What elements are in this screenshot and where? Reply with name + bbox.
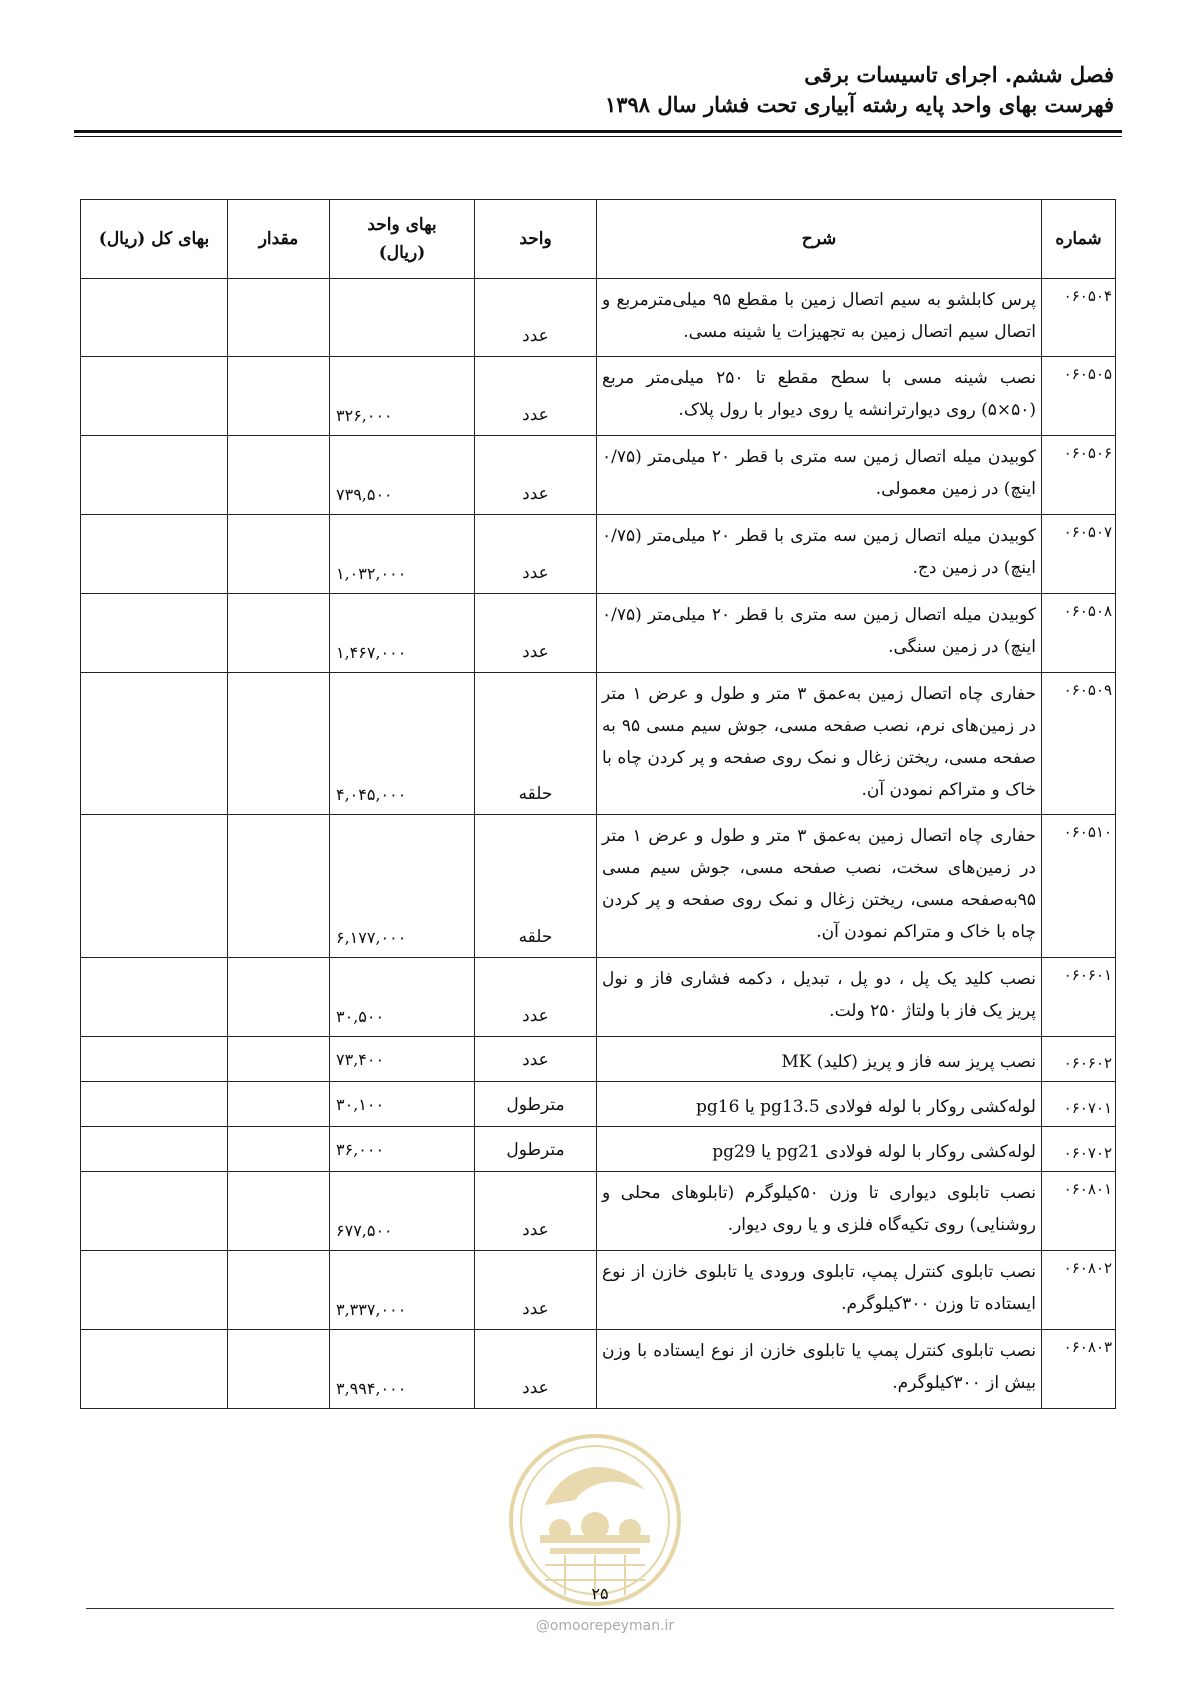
item-description: کوبیدن میله اتصال زمین سه متری با قطر ۲۰ میلی‌متر (۰/۷۵ اینچ) در زمین دج. bbox=[597, 515, 1042, 594]
column-header-unit-price bbox=[330, 200, 475, 279]
item-total bbox=[81, 958, 228, 1037]
item-description: حفاری چاه اتصال زمین به‌عمق ۳ متر و طول و عرض ۱ متر در زمین‌های سخت، نصب صفحه مسی، جوش سیم مسی ۹۵به‌صفحه مسی، ریختن زغال و نمک روی صفحه و پر کردن چاه با خاک و متراکم نمودن آن. bbox=[597, 815, 1042, 958]
item-unit-price: ۳۰,۵۰۰ bbox=[330, 958, 475, 1037]
column-header-code: شماره bbox=[1042, 200, 1116, 279]
item-code: ۰۶۰۵۰۵ bbox=[1042, 357, 1116, 436]
item-code: ۰۶۰۷۰۲ bbox=[1042, 1127, 1116, 1172]
item-total bbox=[81, 673, 228, 815]
item-unit-price: ۱,۴۶۷,۰۰۰ bbox=[330, 594, 475, 673]
item-description: نصب شینه مسی با سطح مقطع تا ۲۵۰ میلی‌متر مربع (۵۰×۵) روی دیوارترانشه یا روی دیوار با رول پلاک. bbox=[597, 357, 1042, 436]
item-unit-price bbox=[330, 279, 475, 357]
item-code: ۰۶۰۵۰۸ bbox=[1042, 594, 1116, 673]
watermark-seal-icon bbox=[505, 1430, 685, 1610]
item-total bbox=[81, 357, 228, 436]
item-quantity bbox=[228, 436, 330, 515]
item-quantity bbox=[228, 594, 330, 673]
item-total bbox=[81, 594, 228, 673]
item-description: کوبیدن میله اتصال زمین سه متری با قطر ۲۰ میلی‌متر (۰/۷۵ اینچ) در زمین سنگی. bbox=[597, 594, 1042, 673]
item-code: ۰۶۰۵۰۶ bbox=[1042, 436, 1116, 515]
item-total bbox=[81, 1127, 228, 1172]
item-code: ۰۶۰۶۰۲ bbox=[1042, 1037, 1116, 1082]
table-row bbox=[81, 1127, 1116, 1172]
item-unit: عدد bbox=[475, 1251, 597, 1330]
table-row bbox=[81, 1330, 1116, 1409]
item-description: لوله‌کشی روکار با لوله فولادی pg13.5 یا pg16 bbox=[597, 1082, 1042, 1127]
item-code: ۰۶۰۵۰۴ bbox=[1042, 279, 1116, 357]
column-header-unit-price-label: بهای واحد (ریال) bbox=[367, 215, 437, 263]
header-rule-thick bbox=[74, 130, 1122, 133]
table-header-row bbox=[81, 200, 1116, 279]
item-unit-price: ۳,۳۳۷,۰۰۰ bbox=[330, 1251, 475, 1330]
item-unit: عدد bbox=[475, 279, 597, 357]
table-row bbox=[81, 515, 1116, 594]
item-description: نصب تابلوی کنترل پمپ یا تابلوی خازن از نوع ایستاده با وزن بیش از ۳۰۰کیلوگرم. bbox=[597, 1330, 1042, 1409]
item-total bbox=[81, 815, 228, 958]
chapter-title: فصل ششم. اجرای تاسیسات برقی bbox=[804, 62, 1114, 87]
item-description: پرس کابلشو به سیم اتصال زمین با مقطع ۹۵ میلی‌مترمربع و اتصال سیم اتصال زمین به تجهیزات یا شینه مسی. bbox=[597, 279, 1042, 357]
item-unit: عدد bbox=[475, 436, 597, 515]
item-code: ۰۶۰۵۰۷ bbox=[1042, 515, 1116, 594]
item-description: نصب تابلوی کنترل پمپ، تابلوی ورودی یا تابلوی خازن از نوع ایستاده تا وزن ۳۰۰کیلوگرم. bbox=[597, 1251, 1042, 1330]
item-unit-price: ۶,۱۷۷,۰۰۰ bbox=[330, 815, 475, 958]
table-row bbox=[81, 357, 1116, 436]
item-unit-price: ۷۳,۴۰۰ bbox=[330, 1037, 475, 1082]
item-code: ۰۶۰۵۰۹ bbox=[1042, 673, 1116, 815]
item-description: نصب تابلوی دیواری تا وزن ۵۰کیلوگرم (تابلوهای محلی و روشنایی) روی تکیه‌گاه فلزی و یا روی دیوار. bbox=[597, 1172, 1042, 1251]
item-quantity bbox=[228, 1127, 330, 1172]
item-quantity bbox=[228, 673, 330, 815]
item-code: ۰۶۰۶۰۱ bbox=[1042, 958, 1116, 1037]
item-code: ۰۶۰۵۱۰ bbox=[1042, 815, 1116, 958]
footer-rule bbox=[86, 1608, 1114, 1609]
table-row bbox=[81, 815, 1116, 958]
item-quantity bbox=[228, 357, 330, 436]
item-unit-price: ۳,۹۹۴,۰۰۰ bbox=[330, 1330, 475, 1409]
table-row bbox=[81, 673, 1116, 815]
item-total bbox=[81, 515, 228, 594]
item-total bbox=[81, 1172, 228, 1251]
item-quantity bbox=[228, 815, 330, 958]
table-row bbox=[81, 1251, 1116, 1330]
item-total bbox=[81, 1082, 228, 1127]
table-row bbox=[81, 1082, 1116, 1127]
document-subtitle: فهرست بهای واحد پایه رشته آبیاری تحت فشار سال ۱۳۹۸ bbox=[604, 92, 1114, 117]
item-description: نصب پریز سه فاز و پریز (کلید) MK bbox=[597, 1037, 1042, 1082]
item-description: لوله‌کشی روکار با لوله فولادی pg21 یا pg29 bbox=[597, 1127, 1042, 1172]
page-number: ۲۵ bbox=[591, 1584, 609, 1603]
item-total bbox=[81, 436, 228, 515]
item-unit: مترطول bbox=[475, 1082, 597, 1127]
item-description: حفاری چاه اتصال زمین به‌عمق ۳ متر و طول و عرض ۱ متر در زمین‌های نرم، نصب صفحه مسی، جوش سیم مسی ۹۵ به صفحه مسی، ریختن زغال و نمک روی صفحه و پر کردن چاه با خاک و متراکم نمودن آن. bbox=[597, 673, 1042, 815]
item-quantity bbox=[228, 958, 330, 1037]
item-total bbox=[81, 1251, 228, 1330]
item-description: کوبیدن میله اتصال زمین سه متری با قطر ۲۰ میلی‌متر (۰/۷۵ اینچ) در زمین معمولی. bbox=[597, 436, 1042, 515]
item-code: ۰۶۰۸۰۲ bbox=[1042, 1251, 1116, 1330]
item-quantity bbox=[228, 1330, 330, 1409]
table-row bbox=[81, 436, 1116, 515]
table-row bbox=[81, 594, 1116, 673]
item-unit-price: ۷۳۹,۵۰۰ bbox=[330, 436, 475, 515]
item-code: ۰۶۰۸۰۱ bbox=[1042, 1172, 1116, 1251]
column-header-unit: واحد bbox=[475, 200, 597, 279]
item-quantity bbox=[228, 1251, 330, 1330]
item-unit: عدد bbox=[475, 1172, 597, 1251]
item-total bbox=[81, 1330, 228, 1409]
item-quantity bbox=[228, 1172, 330, 1251]
item-unit-price: ۳۲۶,۰۰۰ bbox=[330, 357, 475, 436]
table-row bbox=[81, 1172, 1116, 1251]
item-unit: عدد bbox=[475, 515, 597, 594]
table-row bbox=[81, 958, 1116, 1037]
item-unit: عدد bbox=[475, 1037, 597, 1082]
column-header-total: بهای کل (ریال) bbox=[81, 200, 228, 279]
item-unit: عدد bbox=[475, 357, 597, 436]
item-total bbox=[81, 279, 228, 357]
table-row bbox=[81, 279, 1116, 357]
item-unit-price: ۳۰,۱۰۰ bbox=[330, 1082, 475, 1127]
item-quantity bbox=[228, 515, 330, 594]
column-header-quantity: مقدار bbox=[228, 200, 330, 279]
website-watermark: @omoorepeyman.ir bbox=[535, 1618, 675, 1634]
item-unit: عدد bbox=[475, 958, 597, 1037]
page-header bbox=[64, 60, 1114, 120]
item-description: نصب کلید یک پل ، دو پل ، تبدیل ، دکمه فشاری فاز و نول پریز یک فاز با ولتاژ ۲۵۰ ولت. bbox=[597, 958, 1042, 1037]
item-total bbox=[81, 1037, 228, 1082]
item-code: ۰۶۰۸۰۳ bbox=[1042, 1330, 1116, 1409]
item-code: ۰۶۰۷۰۱ bbox=[1042, 1082, 1116, 1127]
item-unit: عدد bbox=[475, 1330, 597, 1409]
item-unit-price: ۳۶,۰۰۰ bbox=[330, 1127, 475, 1172]
item-unit-price: ۶۷۷,۵۰۰ bbox=[330, 1172, 475, 1251]
price-list-table bbox=[80, 199, 1116, 1409]
table-row bbox=[81, 1037, 1116, 1082]
item-quantity bbox=[228, 1037, 330, 1082]
item-unit-price: ۱,۰۳۲,۰۰۰ bbox=[330, 515, 475, 594]
item-quantity bbox=[228, 1082, 330, 1127]
item-unit: مترطول bbox=[475, 1127, 597, 1172]
column-header-description: شرح bbox=[597, 200, 1042, 279]
item-unit: عدد bbox=[475, 594, 597, 673]
item-quantity bbox=[228, 279, 330, 357]
item-unit: حلقه bbox=[475, 815, 597, 958]
item-unit: حلقه bbox=[475, 673, 597, 815]
header-rule-thin bbox=[74, 136, 1122, 137]
item-unit-price: ۴,۰۴۵,۰۰۰ bbox=[330, 673, 475, 815]
